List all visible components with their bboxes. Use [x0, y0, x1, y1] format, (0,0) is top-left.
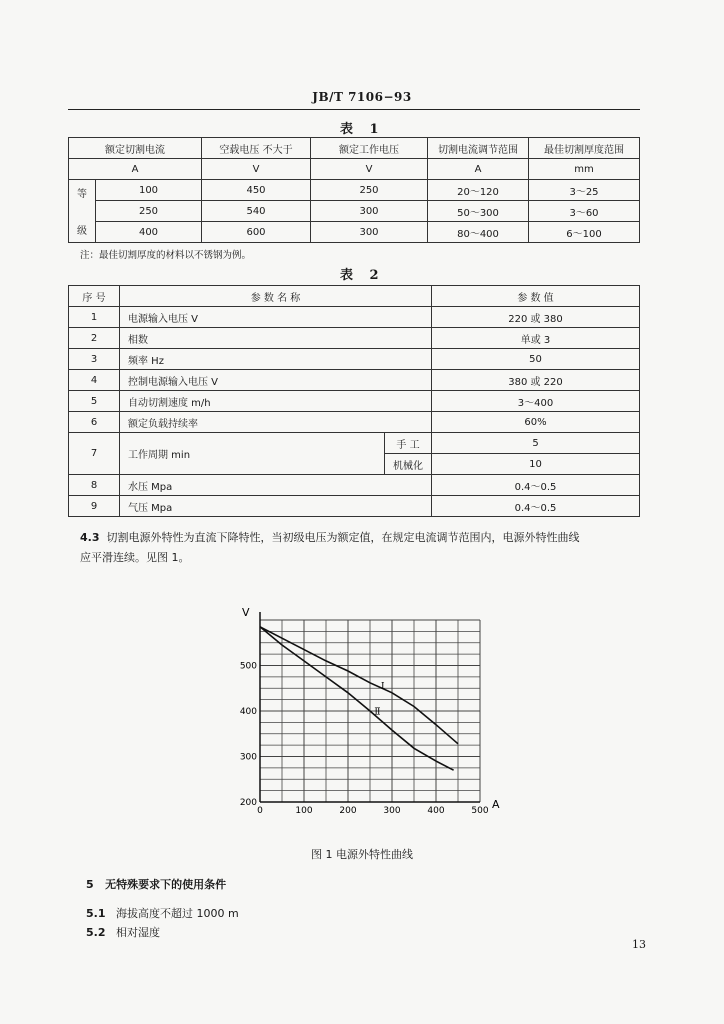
- section-title: 无特殊要求下的使用条件: [105, 878, 227, 891]
- table-row: [69, 286, 640, 307]
- table-row: [69, 138, 640, 159]
- unit-cell: mm: [529, 159, 640, 180]
- header-cell: 切割电流调节范围: [428, 138, 529, 159]
- cell: 250: [96, 201, 202, 222]
- cell-value: 0.4～0.5: [432, 475, 640, 496]
- table-row: [69, 433, 640, 454]
- cell-name: 气压 Mpa: [120, 496, 432, 517]
- cell-name: 水压 Mpa: [120, 475, 432, 496]
- cell: 600: [202, 222, 311, 243]
- cell: 20～120: [428, 180, 529, 201]
- header-cell: 额定切割电流: [69, 138, 202, 159]
- header-cell: 空载电压 不大于: [202, 138, 311, 159]
- table-row: [69, 370, 640, 391]
- cell-value: 50: [432, 349, 640, 370]
- header-cell: 额定工作电压: [311, 138, 428, 159]
- section-text-line2: 应平滑连续。见图 1。: [80, 551, 190, 564]
- table-row: [69, 391, 640, 412]
- cell-no: 9: [69, 496, 120, 517]
- section-4-3: [80, 528, 660, 568]
- cell-name: 自动切割速度 m/h: [120, 391, 432, 412]
- section-text-line1: 切割电源外特性为直流下降特性，当初级电压为额定值，在规定电流调节范围内，电源外特性曲线: [106, 531, 580, 544]
- item-number: 5.1: [86, 907, 106, 920]
- section-number: 4.3: [80, 531, 100, 544]
- header-cell: 参 数 值: [432, 286, 640, 307]
- y-axis-label: V: [242, 606, 250, 619]
- cell-value: 5: [432, 433, 640, 454]
- cell: 250: [311, 180, 428, 201]
- cell-value: 60%: [432, 412, 640, 433]
- cell-no: 7: [69, 433, 120, 475]
- x-axis-label: A: [492, 798, 500, 811]
- cell-value: 单或 3: [432, 328, 640, 349]
- cell: 400: [96, 222, 202, 243]
- item-text: 相对湿度: [116, 926, 160, 939]
- table-row: [69, 475, 640, 496]
- table2-caption: 表 2: [340, 268, 385, 283]
- unit-cell: A: [428, 159, 529, 180]
- table-row: [69, 496, 640, 517]
- unit-cell: V: [311, 159, 428, 180]
- cell-value: 220 或 380: [432, 307, 640, 328]
- table1-caption: 表 1: [340, 122, 385, 137]
- grade-label-top: 等: [77, 189, 87, 200]
- cell-value: 380 或 220: [432, 370, 640, 391]
- cell-name: 相数: [120, 328, 432, 349]
- series-line: [260, 627, 458, 744]
- x-tick-label: 400: [427, 806, 445, 816]
- cell-name: 控制电源输入电压 V: [120, 370, 432, 391]
- chart-figure-1: [230, 600, 500, 820]
- y-tick-label: 500: [239, 661, 257, 672]
- cell-subname: 手 工: [385, 433, 432, 454]
- series-label: Ⅰ: [381, 682, 385, 693]
- grade-label-cell: [69, 180, 96, 243]
- section-5-1: [86, 905, 239, 921]
- cell-name: 额定负载持续率: [120, 412, 432, 433]
- section-5-heading: [86, 876, 226, 892]
- figure-caption: 图 1 电源外特性曲线: [311, 848, 413, 861]
- cell-no: 3: [69, 349, 120, 370]
- y-tick-label: 200: [239, 798, 257, 808]
- cell-no: 1: [69, 307, 120, 328]
- grade-label-bottom: 级: [77, 226, 87, 237]
- cell: 300: [311, 222, 428, 243]
- table-2: [68, 285, 640, 517]
- cell-subname: 机械化: [385, 454, 432, 475]
- header-rule: [68, 109, 640, 110]
- unit-cell: V: [202, 159, 311, 180]
- section-number: 5: [86, 878, 94, 891]
- table-row: [69, 180, 640, 201]
- x-tick-label: 0: [257, 806, 263, 816]
- cell-no: 5: [69, 391, 120, 412]
- cell: 450: [202, 180, 311, 201]
- chart-lines: [260, 627, 458, 770]
- cell-value: 10: [432, 454, 640, 475]
- cell: 6～100: [529, 222, 640, 243]
- cell: 300: [311, 201, 428, 222]
- table-row: [69, 307, 640, 328]
- x-tick-label: 100: [295, 806, 313, 816]
- header-cell: 序 号: [69, 286, 120, 307]
- y-tick-label: 400: [239, 707, 257, 717]
- cell: 540: [202, 201, 311, 222]
- cell: 50～300: [428, 201, 529, 222]
- table1-note: 注：最佳切割厚度的材料以不锈钢为例。: [80, 250, 252, 261]
- table-1: [68, 137, 640, 243]
- item-number: 5.2: [86, 926, 106, 939]
- cell-value: 3～400: [432, 391, 640, 412]
- page-number: 13: [632, 938, 646, 951]
- unit-cell: A: [69, 159, 202, 180]
- series-label: Ⅱ: [374, 707, 381, 718]
- table-row: [69, 222, 640, 243]
- x-tick-label: 200: [339, 806, 357, 816]
- cell-value: 0.4～0.5: [432, 496, 640, 517]
- header-cell: 最佳切割厚度范围: [529, 138, 640, 159]
- y-tick-label: 300: [239, 752, 257, 763]
- table-row: [69, 412, 640, 433]
- x-tick-label: 300: [383, 806, 401, 816]
- table-row: [69, 159, 640, 180]
- cell-name: 电源输入电压 V: [120, 307, 432, 328]
- cell-no: 8: [69, 475, 120, 496]
- cell-name: 工作周期 min: [120, 433, 385, 475]
- cell-no: 6: [69, 412, 120, 433]
- cell-no: 2: [69, 328, 120, 349]
- section-5-2: [86, 924, 160, 940]
- cell: 3～60: [529, 201, 640, 222]
- table-row: [69, 328, 640, 349]
- cell: 80～400: [428, 222, 529, 243]
- cell: 100: [96, 180, 202, 201]
- item-text: 海拔高度不超过 1000 m: [116, 907, 239, 920]
- x-tick-label: 500: [471, 806, 489, 816]
- cell: 3～25: [529, 180, 640, 201]
- header-cell: 参 数 名 称: [120, 286, 432, 307]
- series-line: [260, 627, 454, 770]
- cell-no: 4: [69, 370, 120, 391]
- table-row: [69, 349, 640, 370]
- cell-name: 频率 Hz: [120, 349, 432, 370]
- standard-code: JB/T 7106−93: [312, 90, 412, 104]
- table-row: [69, 201, 640, 222]
